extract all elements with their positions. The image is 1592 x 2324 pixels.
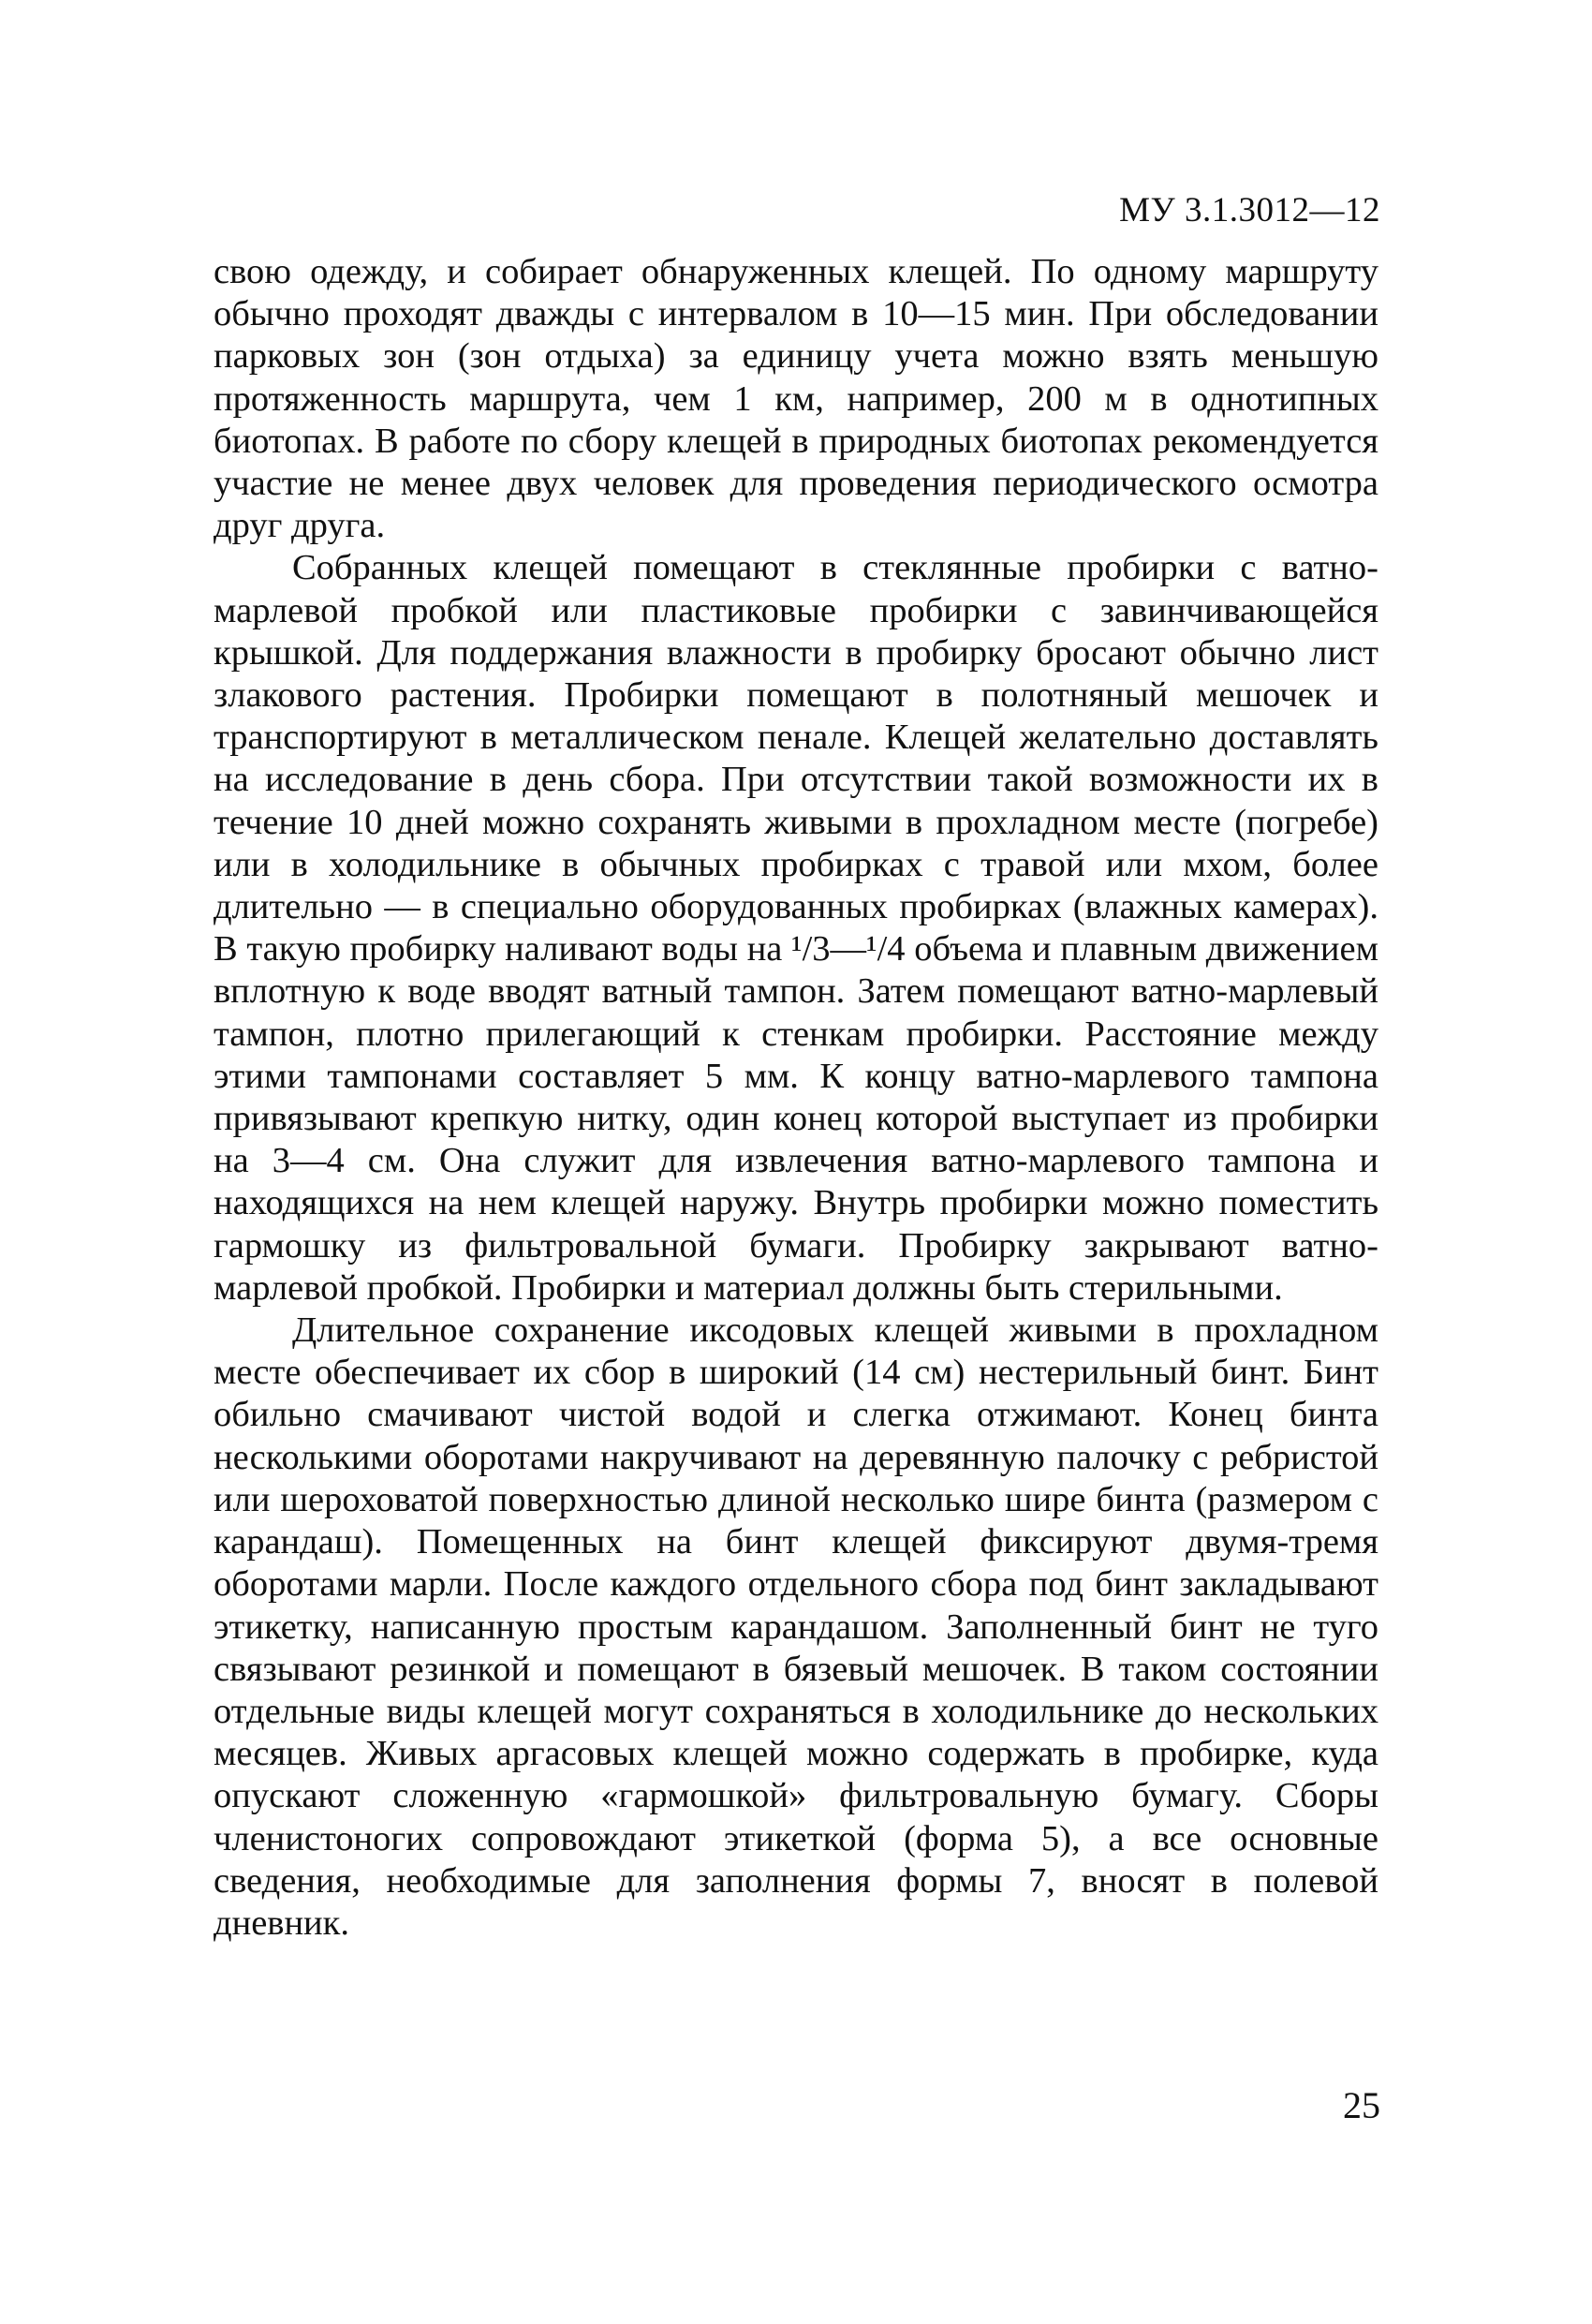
paragraph-2: Собранных клещей помещают в стеклянные пробирки с ватно-марлевой пробкой или пластиковые пробирки с завинчивающейся крышкой. Для поддержания влажности в пробирку бросают обычно лист злакового растения. Пробирки помещают в полотняный мешочек и транспортируют в металлическом пенале. Клещей желательно доставлять на исследование в день сбора. При отсутствии такой возможности их в течение 10 дней можно сохранять живыми в прохладном месте (погребе) или в холодильнике в обычных пробирках с травой или мхом, более длительно — в специально оборудованных пробирках (влажных камерах). В такую пробирку наливают воды на ¹/3—¹/4 объема и плавным движением вплотную к воде вводят ватный тампон. Затем помещают ватно-марлевый тампон, плотно прилегающий к стенкам пробирки. Расстояние между этими тампонами составляет 5 мм. К концу ватно-марлевого тампона привязывают крепкую нитку, один конец которой выступает из пробирки на 3—4 см. Она служит для извлечения ватно-марлевого тампона и находящихся на нем клещей наружу. Внутрь пробирки можно поместить гармошку из фильтровальной бумаги. Пробирку закрывают ватно-марлевой пробкой. Пробирки и материал должны быть стерильными. (214, 548, 1378, 1308)
paragraph-1: свою одежду, и собирает обнаруженных клещей. По одному маршруту обычно проходят дважды с интервалом в 10—15 мин. При обследовании парковых зон (зон отдыха) за единицу учета можно взять меньшую протяженность маршрута, чем 1 км, например, 200 м в однотипных биотопах. В работе по сбору клещей в природных биотопах рекомендуется участие не менее двух человек для проведения периодического осмотра друг друга. (214, 252, 1378, 546)
page-number: 25 (1343, 2084, 1380, 2126)
paragraph-3: Длительное сохранение иксодовых клещей живыми в прохладном месте обеспечивает их сбор в широкий (14 см) нестерильный бинт. Бинт обильно смачивают чистой водой и слегка отжимают. Конец бинта несколькими оборотами накручивают на деревянную палочку с ребристой или шероховатой поверхностью длиной несколько шире бинта (размером с карандаш). Помещенных на бинт клещей фиксируют двумя-тремя оборотами марли. После каждого отдельного сбора под бинт закладывают этикетку, написанную простым карандашом. Заполненный бинт не туго связывают резинкой и помещают в бязевый мешочек. В таком состоянии отдельные виды клещей могут сохраняться в холодильнике до нескольких месяцев. Живых аргасовых клещей можно содержать в пробирке, куда опускают сложенную «гармошкой» фильтровальную бумагу. Сборы членистоногих сопровождают этикеткой (форма 5), а все основные сведения, необходимые для заполнения формы 7, вносят в полевой дневник. (214, 1310, 1378, 1943)
document-code-header: МУ 3.1.3012—12 (1119, 191, 1380, 229)
body-text (214, 251, 1378, 1945)
